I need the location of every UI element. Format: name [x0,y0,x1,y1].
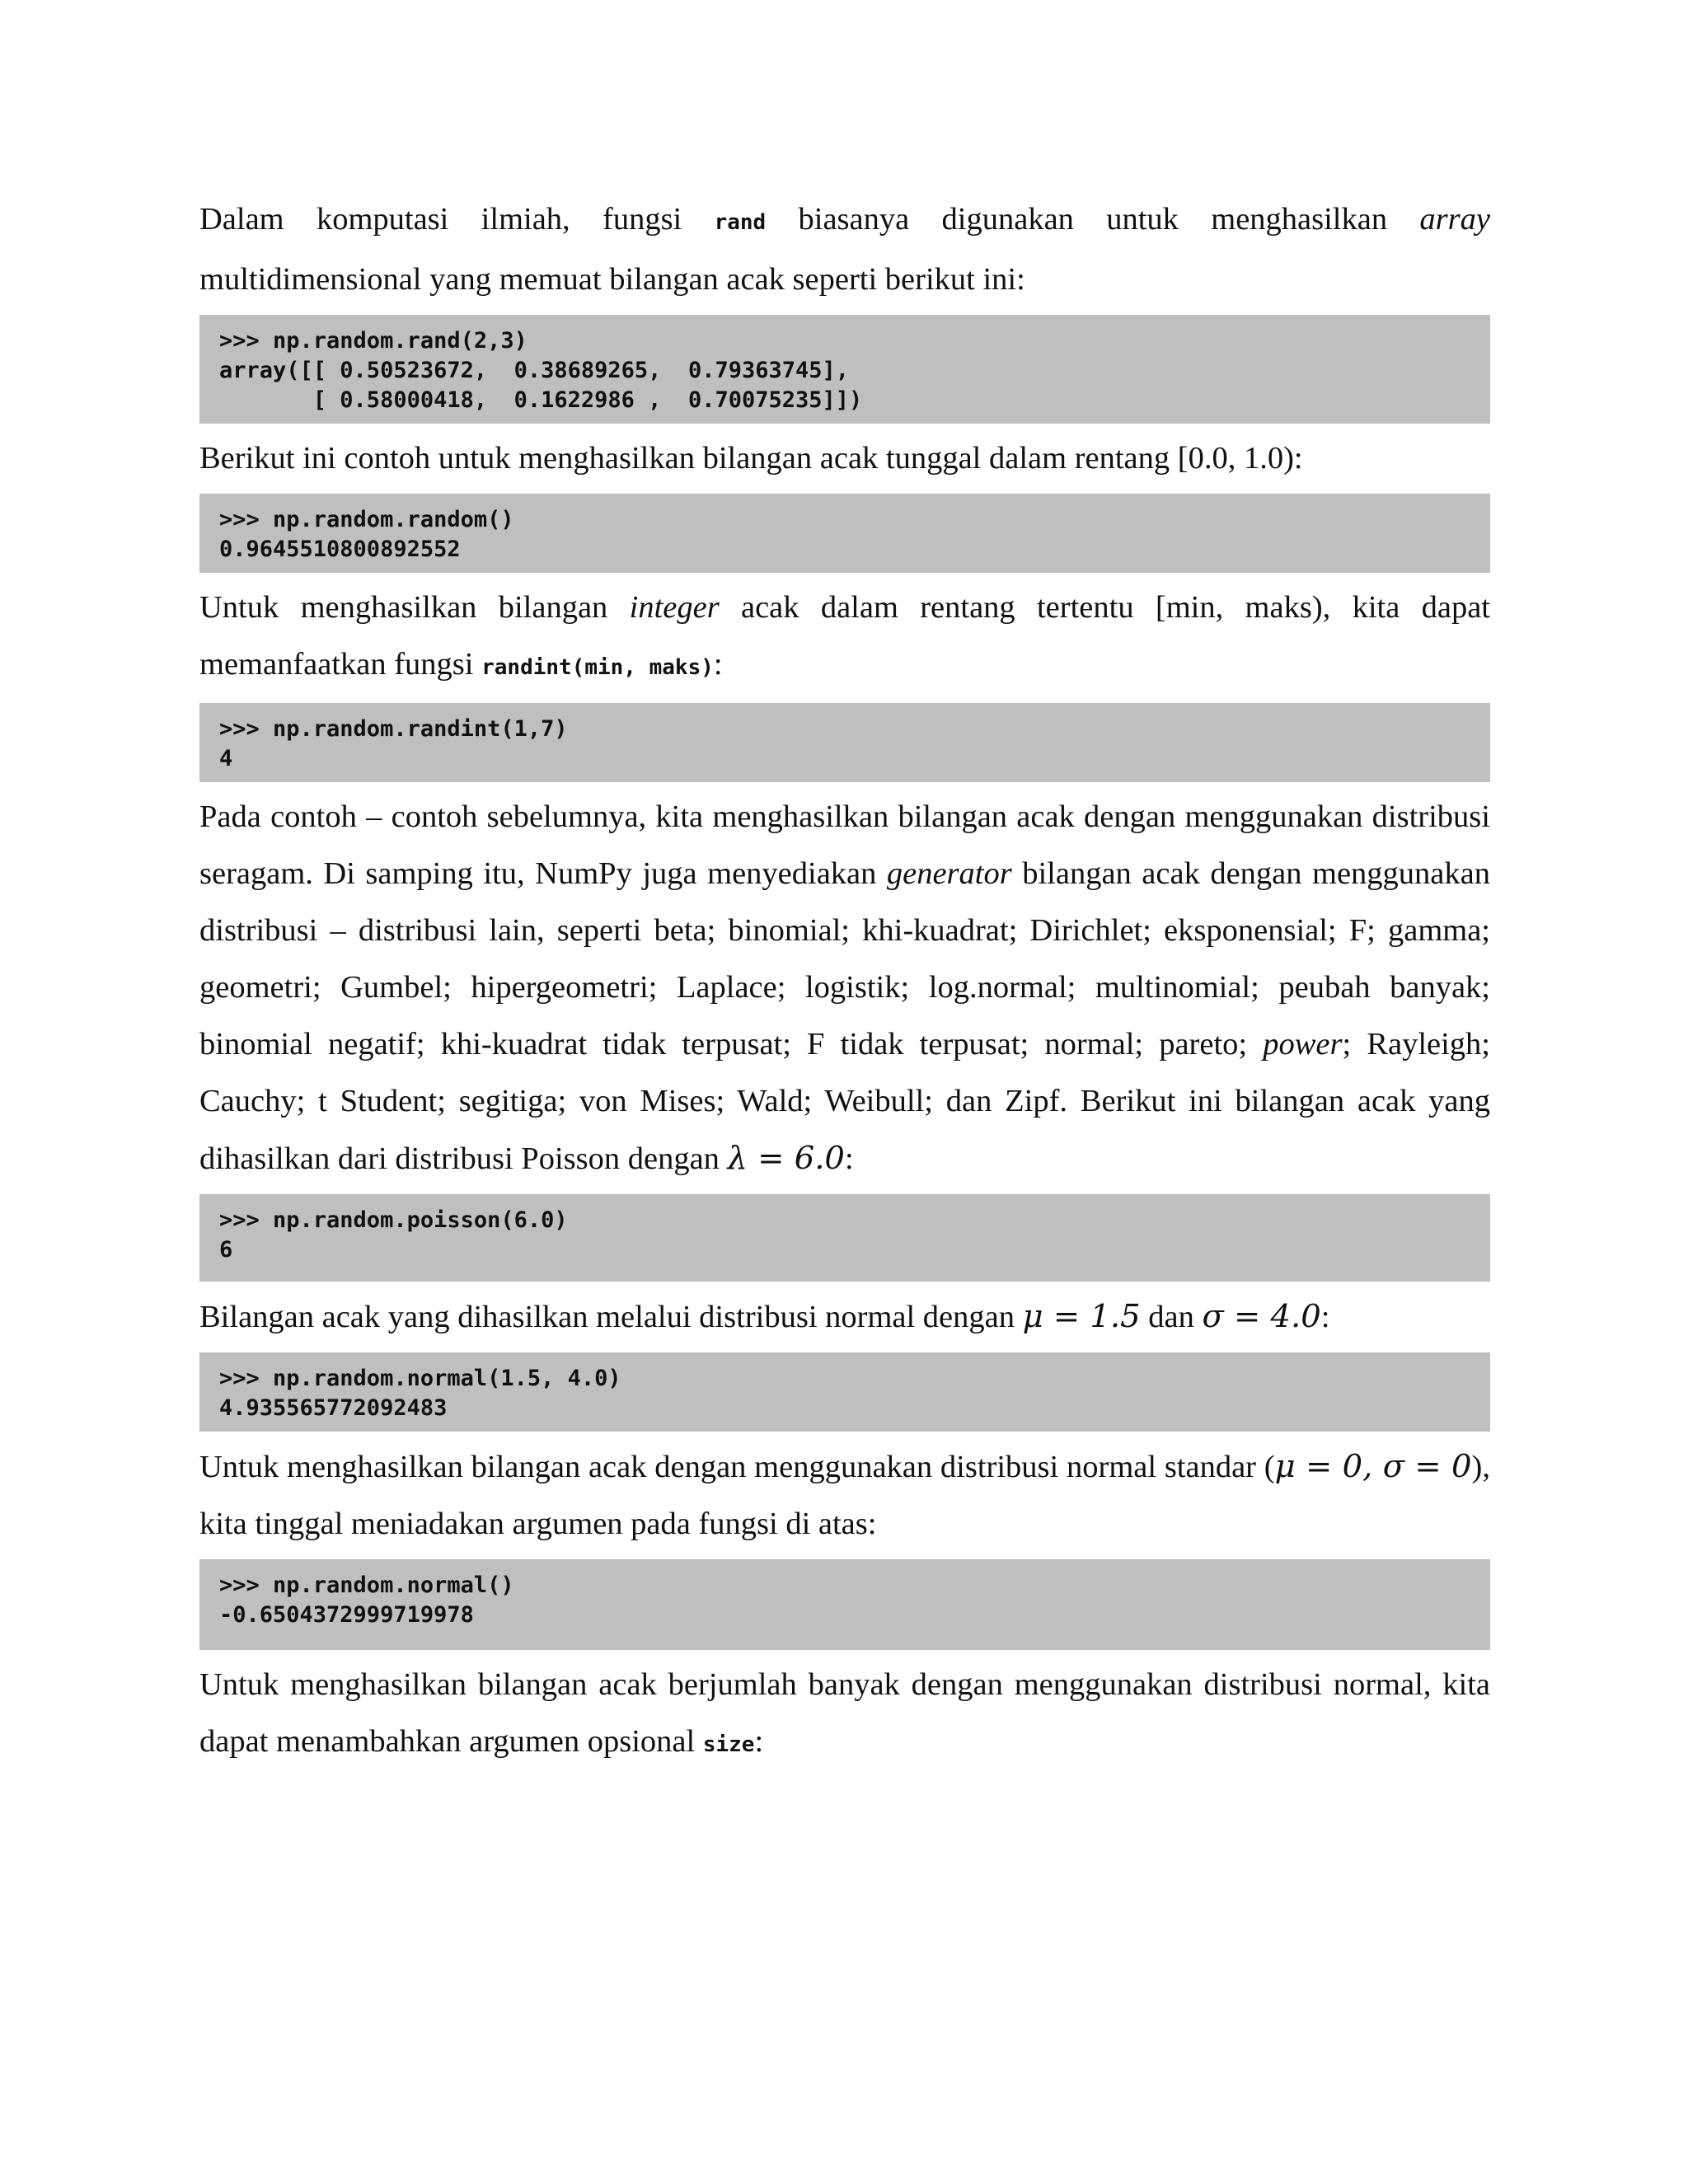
text: biasanya digunakan untuk menghasilkan [766,202,1420,237]
code-line: array([[ 0.50523672, 0.38689265, 0.79363745], [219,358,850,383]
text: : [713,647,723,682]
code-line: >>> np.random.random() [219,507,514,532]
text: bilangan acak dengan menggunakan distribusi – distribusi lain, seperti beta; binomial; khi-kuadrat; Dirichlet; eksponensial; F; gamma; geometri; Gumbel; hipergeometri; Laplace; logistik; log.normal; multinomial; peubah banyak; binomial negatif; khi-kuadrat tidak terpusat; F tidak terpusat; normal; pareto; [199,856,1490,1062]
paragraph-randint [199,579,1490,696]
paragraph-rand-intro [199,191,1490,308]
document-body [199,191,1490,1774]
code-line: 4 [219,746,233,771]
text: dan [1140,1300,1203,1334]
text: ; Rayleigh; Cauchy; t Student; segitiga; von Mises; Wald; Weibull; dan Zipf. Berikut ini bilangan acak yang dihasilkan dari distribusi Poisson dengan [199,1027,1490,1176]
text: Pada contoh – contoh sebelumnya, kita menghasilkan bilangan acak dengan menggunakan distribusi seragam. Di samping itu, NumPy juga menyediakan [199,799,1490,891]
code-block-normal-default [199,1559,1490,1650]
math-sigma: σ = 4.0 [1202,1298,1321,1335]
text: : [844,1141,854,1176]
math-mu-sigma: μ = 0, σ = 0 [1274,1448,1472,1485]
paragraph-distributions [199,789,1490,1188]
text: : [1320,1300,1330,1334]
text: Dalam komputasi ilmiah, fungsi [199,202,715,237]
code-line: >>> np.random.normal(1.5, 4.0) [219,1366,621,1391]
code-line: >>> np.random.normal() [219,1572,514,1598]
code-block-randint [199,703,1490,782]
inline-code-size: size [702,1732,755,1757]
paragraph-normal [199,1288,1490,1346]
code-line: 4.935565772092483 [219,1395,448,1421]
code-line: >>> np.random.poisson(6.0) [219,1207,568,1233]
code-line: >>> np.random.randint(1,7) [219,716,568,742]
paragraph-normal-standard [199,1438,1490,1553]
italic-array: array [1419,202,1490,237]
math-mu: μ = 1.5 [1022,1298,1141,1335]
text: : [754,1724,764,1759]
text: multidimensional yang memuat bilangan acak seperti berikut ini: [199,262,1025,297]
paragraph-random-single [199,430,1490,487]
math-lambda: λ = 6.0 [727,1140,845,1177]
code-line: 6 [219,1237,233,1263]
italic-power: power [1263,1027,1343,1062]
inline-code-rand: rand [714,210,767,235]
inline-code-randint: randint(min, maks) [481,655,714,680]
code-line: >>> np.random.rand(2,3) [219,328,528,354]
text: acak dalam rentang tertentu [min, maks), kita dapat memanfaatkan fungsi [199,590,1491,682]
code-line: -0.6504372999719978 [219,1602,474,1628]
code-block-random [199,494,1490,573]
text: Bilangan acak yang dihasilkan melalui distribusi normal dengan [199,1300,1023,1334]
text: Untuk menghasilkan bilangan [199,590,630,625]
code-block-normal [199,1352,1490,1432]
paragraph-size-argument [199,1657,1490,1774]
code-block-poisson [199,1194,1490,1282]
italic-generator: generator [886,856,1012,891]
code-line: 0.9645510800892552 [219,537,461,562]
text: ), kita tinggal meniadakan argumen pada fungsi di atas: [199,1450,1490,1541]
code-line: [ 0.58000418, 0.1622986 , 0.70075235]]) [219,387,863,413]
text: Berikut ini contoh untuk menghasilkan bilangan acak tunggal dalam rentang [0.0, 1.0): [199,441,1303,476]
code-block-rand [199,315,1490,424]
text: Untuk menghasilkan bilangan acak berjumlah banyak dengan menggunakan distribusi normal, kita dapat menambahkan argumen opsional [199,1667,1490,1759]
italic-integer: integer [629,590,720,625]
text: Untuk menghasilkan bilangan acak dengan menggunakan distribusi normal standar ( [199,1450,1275,1484]
